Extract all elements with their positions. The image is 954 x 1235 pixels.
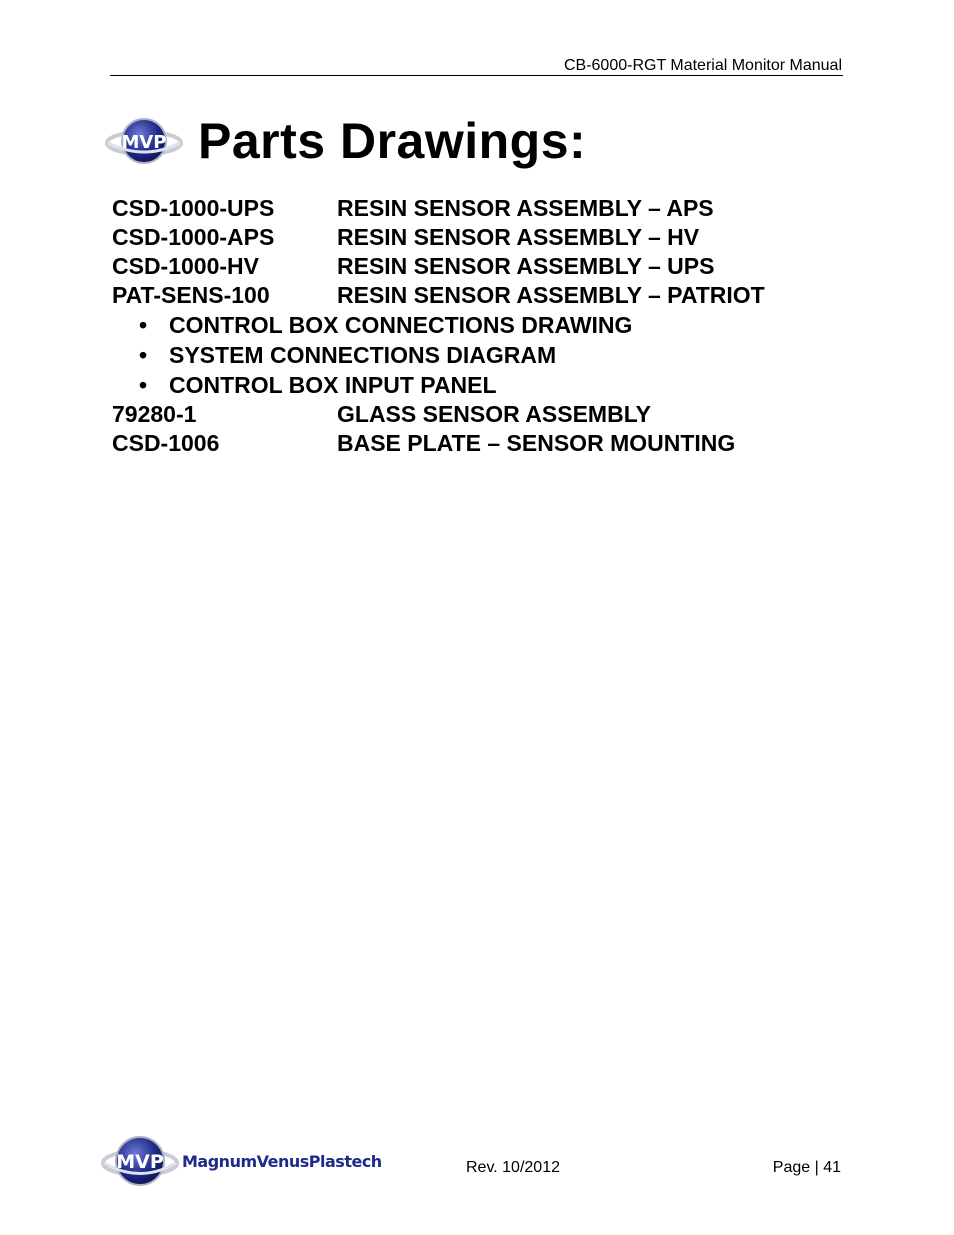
part-row [112, 429, 765, 458]
part-number: CSD-1000-HV [112, 253, 259, 279]
part-row [112, 400, 765, 429]
bullet-text: CONTROL BOX CONNECTIONS DRAWING [169, 312, 633, 338]
bullet-icon: • [139, 312, 148, 338]
bullet-icon: • [139, 342, 148, 368]
page-footer [100, 1130, 843, 1200]
logo-text: MVP [121, 132, 167, 153]
list-item [112, 370, 765, 400]
mvp-logo-icon [100, 1130, 180, 1192]
part-description: RESIN SENSOR ASSEMBLY – HV [337, 224, 700, 250]
part-number: CSD-1000-UPS [112, 195, 275, 221]
part-number: CSD-1000-APS [112, 224, 275, 250]
manual-title: CB-6000-RGT Material Monitor Manual [563, 57, 842, 74]
list-item [112, 340, 765, 370]
parts-list [112, 194, 765, 458]
part-number: 79280-1 [112, 401, 197, 427]
revision-date: Rev. 10/2012 [466, 1159, 560, 1176]
part-description: GLASS SENSOR ASSEMBLY [337, 401, 651, 427]
part-description: RESIN SENSOR ASSEMBLY – APS [337, 195, 714, 221]
footer-brand: MagnumVenusPlastech [182, 1151, 382, 1171]
part-description: RESIN SENSOR ASSEMBLY – UPS [337, 253, 715, 279]
list-item [112, 310, 765, 340]
part-row [112, 223, 765, 252]
mvp-logo-icon [104, 113, 184, 169]
part-row [112, 252, 765, 281]
part-description: BASE PLATE – SENSOR MOUNTING [337, 430, 736, 456]
bullet-text: SYSTEM CONNECTIONS DIAGRAM [169, 342, 557, 368]
logo-text: MVP [116, 1151, 164, 1173]
part-row [112, 194, 765, 223]
part-description: RESIN SENSOR ASSEMBLY – PATRIOT [337, 282, 765, 308]
part-row [112, 281, 765, 310]
header-divider [110, 75, 843, 76]
drawing-bullet-list [112, 310, 765, 400]
part-number: CSD-1006 [112, 430, 220, 456]
bullet-text: CONTROL BOX INPUT PANEL [169, 372, 497, 398]
title-row [104, 112, 586, 170]
page-heading: Parts Drawings: [198, 113, 587, 169]
part-number: PAT-SENS-100 [112, 282, 270, 308]
bullet-icon: • [139, 372, 148, 398]
page-number: Page | 41 [772, 1159, 841, 1176]
footer-logo [100, 1130, 382, 1192]
